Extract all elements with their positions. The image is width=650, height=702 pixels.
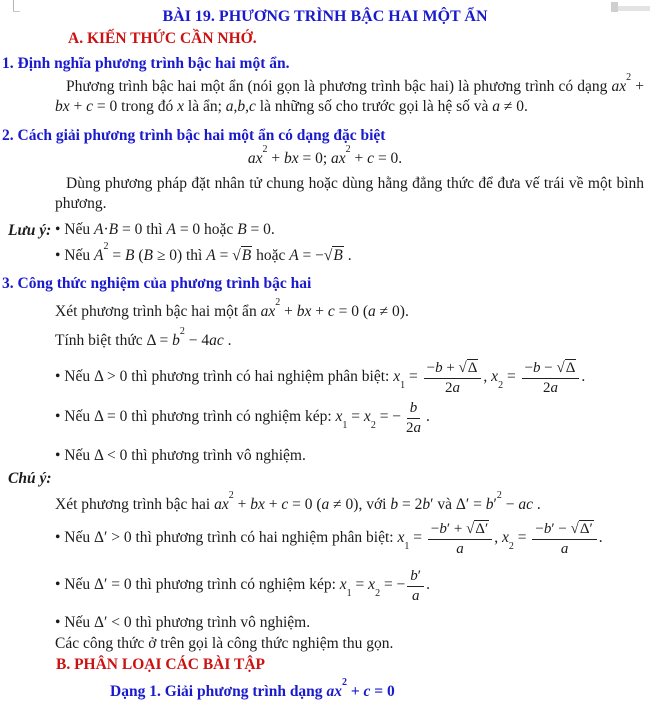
page-title: BÀI 19. PHƯƠNG TRÌNH BẬC HAI MỘT ẨN xyxy=(162,8,488,25)
section-3-bullet-delta-negative: • Nếu Δ < 0 thì phương trình vô nghiệm. xyxy=(55,447,306,464)
cutoff-next-line xyxy=(110,676,650,700)
remark-bullet-delta-negative: • Nếu Δ′ < 0 thì phương trình vô nghiệm. xyxy=(55,614,311,631)
note-bullet-1: • Nếu A·B = 0 thì A = 0 hoặc B = 0. xyxy=(55,221,275,238)
section-3-discriminant: Tính biệt thức $\Delta = b^2 - 4ac$ . xyxy=(55,325,232,349)
remark-bullet-delta-positive: • Nếu Δ′ > 0 thì phương trình có hai nghiệm phân biệt: $x_1$ = $\frac{-b' + √\Delta'}{a}$ , $x_2$ = $\frac{-b' - √\Delta'}{a}$ . xyxy=(55,521,603,557)
section-2-paragraph: Dùng phương pháp đặt nhân tử chung hoặc dùng hằng đẳng thức để đưa vế trái về một bình phương. xyxy=(55,175,644,212)
remark-closing: Các công thức ở trên gọi là công thức nghiệm thu gọn. xyxy=(55,635,394,652)
window-artifact-bar xyxy=(618,6,650,11)
cutoff-next-line-text: Dạng 1. Giải phương trình dạng $ax^2 + c = 0$ xyxy=(110,676,395,700)
section-3-intro: Xét phương trình bậc hai một ẩn $ax^2$ + bx + c = 0 (a ≠ 0). xyxy=(55,296,409,320)
remark-intro: Xét phương trình bậc hai $ax^2$ + bx + c = 0 (a ≠ 0), với b = 2b′ và $\Delta' = b'^2$ − ac . xyxy=(55,489,541,513)
section-2-formula: $ax^2$ + bx = 0; $ax^2 + c = 0$. xyxy=(247,143,403,167)
window-artifact-square xyxy=(611,2,618,12)
section-1-heading: 1. Định nghĩa phương trình bậc hai một ẩn. xyxy=(2,55,290,72)
note-label: Lưu ý: xyxy=(8,222,52,239)
section-3-heading: 3. Công thức nghiệm của phương trình bậc hai xyxy=(2,275,312,292)
section-1-paragraph: Phương trình bậc hai một ẩn (nói gọn là phương trình bậc hai) là phương trình có dạng $ax^2$ + bx + c = 0 trong đó x là ẩn; a,b,c là những số cho trước gọi là hệ số và a ≠ 0. xyxy=(55,71,644,115)
section-a-heading: A. KIẾN THỨC CẦN NHỚ. xyxy=(68,30,257,47)
section-b-heading: B. PHÂN LOẠI CÁC BÀI TẬP xyxy=(56,656,265,673)
note-bullet-2: • Nếu $A^2 = B$ (B ≥ 0) thì A = √B hoặc A = −√B . xyxy=(55,240,352,264)
remark-bullet-delta-zero: • Nếu Δ′ = 0 thì phương trình có nghiệm kép: $x_1 = x_2$ = − $\frac{b'}{a}$ . xyxy=(55,568,430,604)
remark-label: Chú ý: xyxy=(8,470,52,487)
section-3-bullet-delta-positive: • Nếu Δ > 0 thì phương trình có hai nghiệm phân biệt: $x_1$ = $\frac{-b + √\Delta}{2a}$ , $x_2$ = $\frac{-b - √\Delta}{2a}$ . xyxy=(55,360,586,396)
note-block xyxy=(0,219,650,269)
page-margin-cropmark-horizontal xyxy=(13,11,20,12)
section-3-bullet-delta-zero: • Nếu Δ = 0 thì phương trình có nghiệm kép: $x_1 = x_2$ = − $\frac{b}{2a}$ . xyxy=(55,400,430,436)
section-2-heading: 2. Cách giải phương trình bậc hai một ẩn có dạng đặc biệt xyxy=(2,127,386,144)
